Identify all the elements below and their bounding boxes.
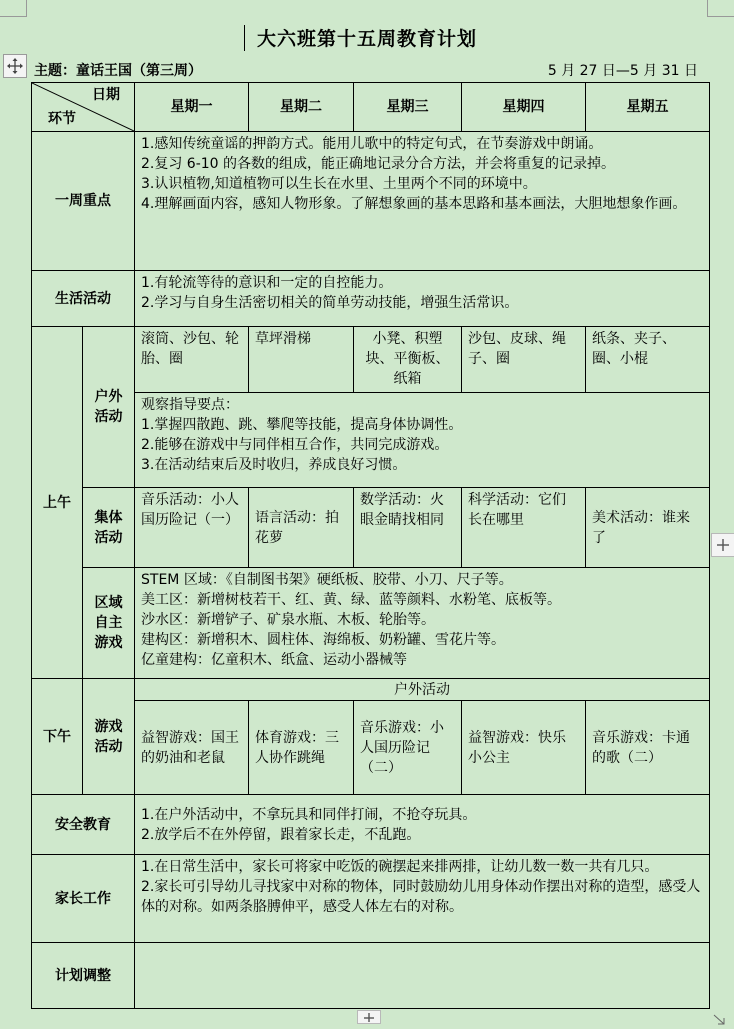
afternoon-header-row (32, 679, 710, 701)
life-activity-content[interactable] (135, 271, 710, 327)
outdoor-wed[interactable]: 小凳、积塑块、平衡板、纸箱 (354, 327, 462, 393)
game-activity-label[interactable]: 游戏活动 (83, 679, 135, 795)
date-range: 5 月 27 日—5 月 31 日 (547, 63, 698, 79)
weekly-focus-line: 2.复习 6-10 的各数的组成，能正确地记录分合方法，并会将重复的记录掉。 (141, 156, 616, 172)
life-activity-line: 1.有轮流等待的意识和一定的自控能力。 (141, 275, 393, 291)
day-header-mon[interactable]: 星期一 (135, 83, 249, 132)
group-tue[interactable]: 语言活动：拍花萝 (249, 488, 354, 568)
guidance-line: 观察指导要点： (141, 397, 239, 413)
area-line: 建构区：新增积木、圆柱体、海绵板、奶粉罐、雪花片等。 (141, 632, 505, 648)
topic-label: 主题：童话王国（第三周） (34, 63, 202, 79)
area-line: STEM 区域：《自制图书架》硬纸板、胶带、小刀、尺子等。 (141, 572, 513, 588)
pm-game-wed[interactable]: 音乐游戏：小人国历险记（二） (354, 701, 462, 795)
table-resize-handle[interactable] (712, 1010, 726, 1022)
page-corner-mark (707, 0, 734, 17)
outdoor-mon[interactable]: 滚筒、沙包、轮胎、圈 (135, 327, 249, 393)
parents-label[interactable]: 家长工作 (32, 855, 135, 943)
group-thu[interactable]: 科学活动：它们长在哪里 (462, 488, 586, 568)
add-column-button[interactable] (711, 533, 734, 557)
pm-game-fri[interactable]: 音乐游戏：卡通的歌（二） (586, 701, 710, 795)
section-header-label: 环节 (48, 111, 76, 127)
outdoor-tue[interactable]: 草坪滑梯 (249, 327, 354, 393)
group-activity-row (32, 488, 710, 568)
pm-game-tue[interactable]: 体育游戏：三人协作跳绳 (249, 701, 354, 795)
day-header-thu[interactable]: 星期四 (462, 83, 586, 132)
guidance-line: 1.掌握四散跑、跳、攀爬等技能，提高身体协调性。 (141, 417, 463, 433)
parents-line: 1.在日常生活中，家长可将家中吃饭的碗摆起来排两排，让幼儿数一数一共有几只。 (141, 859, 659, 875)
add-row-button[interactable] (357, 1010, 381, 1024)
header-diagonal-cell[interactable] (32, 83, 135, 132)
life-activity-label[interactable]: 生活活动 (32, 271, 135, 327)
weekly-focus-line: 4.理解画面内容，感知人物形象。了解想象画的基本思路和基本画法，大胆地想象作画。 (141, 196, 687, 212)
group-mon[interactable]: 音乐活动：小人国历险记（一） (135, 488, 249, 568)
resize-corner-icon (712, 1013, 726, 1025)
life-activity-row (32, 271, 710, 327)
date-header-label: 日期 (92, 87, 120, 103)
guidance-line: 3.在活动结束后及时收归，养成良好习惯。 (141, 457, 407, 473)
life-activity-line: 2.学习与自身生活密切相关的简单劳动技能，增强生活常识。 (141, 295, 519, 311)
day-header-fri[interactable]: 星期五 (586, 83, 710, 132)
area-game-label[interactable]: 区域自主游戏 (83, 568, 135, 679)
document-title: 大六班第十五周教育计划 (256, 28, 477, 50)
day-header-wed[interactable]: 星期三 (354, 83, 462, 132)
page-corner-mark (0, 0, 27, 17)
safety-line: 2.放学后不在外停留，跟着家长走，不乱跑。 (141, 826, 421, 843)
safety-content[interactable] (135, 795, 710, 855)
pm-game-mon[interactable]: 益智游戏：国王的奶油和老鼠 (135, 701, 249, 795)
adjust-label[interactable]: 计划调整 (32, 943, 135, 1009)
area-game-row (32, 568, 710, 679)
plus-icon (716, 538, 730, 552)
parents-content[interactable] (135, 855, 710, 943)
guidance-line: 2.能够在游戏中与同伴相互合作，共同完成游戏。 (141, 437, 449, 453)
area-line: 沙水区：新增铲子、矿泉水瓶、木板、轮胎等。 (141, 612, 435, 628)
weekly-focus-label[interactable]: 一周重点 (32, 132, 135, 271)
day-header-tue[interactable]: 星期二 (249, 83, 354, 132)
parents-line: 2.家长可引导幼儿寻找家中对称的物体，同时鼓励幼儿用身体动作摆出对称的造型，感受人体的对称。如两条胳膊伸平，感受人体左右的对称。 (141, 879, 701, 915)
area-line: 亿童建构：亿童积木、纸盒、运动小器械等 (141, 652, 407, 668)
outdoor-thu[interactable]: 沙包、皮球、绳子、圈 (462, 327, 586, 393)
parents-row (32, 855, 710, 943)
move-handle-icon (6, 57, 24, 75)
area-game-content[interactable] (135, 568, 710, 679)
safety-row (32, 795, 710, 855)
header-row (32, 83, 710, 132)
outdoor-activity-row (32, 327, 710, 393)
pm-game-thu[interactable]: 益智游戏：快乐小公主 (462, 701, 586, 795)
plan-table (31, 82, 710, 1009)
outdoor-fri[interactable]: 纸条、夹子、圈、小棍 (586, 327, 710, 393)
adjust-row (32, 943, 710, 1009)
group-wed[interactable]: 数学活动：火眼金睛找相同 (354, 488, 462, 568)
area-line: 美工区：新增树枝若干、红、黄、绿、蓝等颜料、水粉笔、底板等。 (141, 592, 561, 608)
weekly-focus-line: 1.感知传统童谣的押韵方式。能用儿歌中的特定句式，在节奏游戏中朗诵。 (141, 136, 603, 152)
safety-line: 1.在户外活动中，不拿玩具和同伴打闹，不抢夺玩具。 (141, 806, 477, 823)
afternoon-label[interactable]: 下午 (32, 679, 83, 795)
weekly-focus-content[interactable] (135, 132, 710, 271)
safety-label[interactable]: 安全教育 (32, 795, 135, 855)
outdoor-activity-label[interactable]: 户外活动 (83, 327, 135, 488)
weekly-focus-row (32, 132, 710, 271)
group-fri[interactable]: 美术活动：谁来了 (586, 488, 710, 568)
afternoon-outdoor-header[interactable]: 户外活动 (135, 679, 710, 701)
plus-icon (363, 1012, 375, 1022)
text-cursor (244, 25, 245, 51)
outdoor-guidance[interactable] (135, 393, 710, 488)
weekly-focus-line: 3.认识植物,知道植物可以生长在水里、土里两个不同的环境中。 (141, 176, 537, 192)
adjust-content[interactable] (135, 943, 710, 1009)
group-activity-label[interactable]: 集体活动 (83, 488, 135, 568)
morning-label[interactable]: 上午 (32, 327, 83, 679)
table-move-handle[interactable] (3, 54, 27, 78)
